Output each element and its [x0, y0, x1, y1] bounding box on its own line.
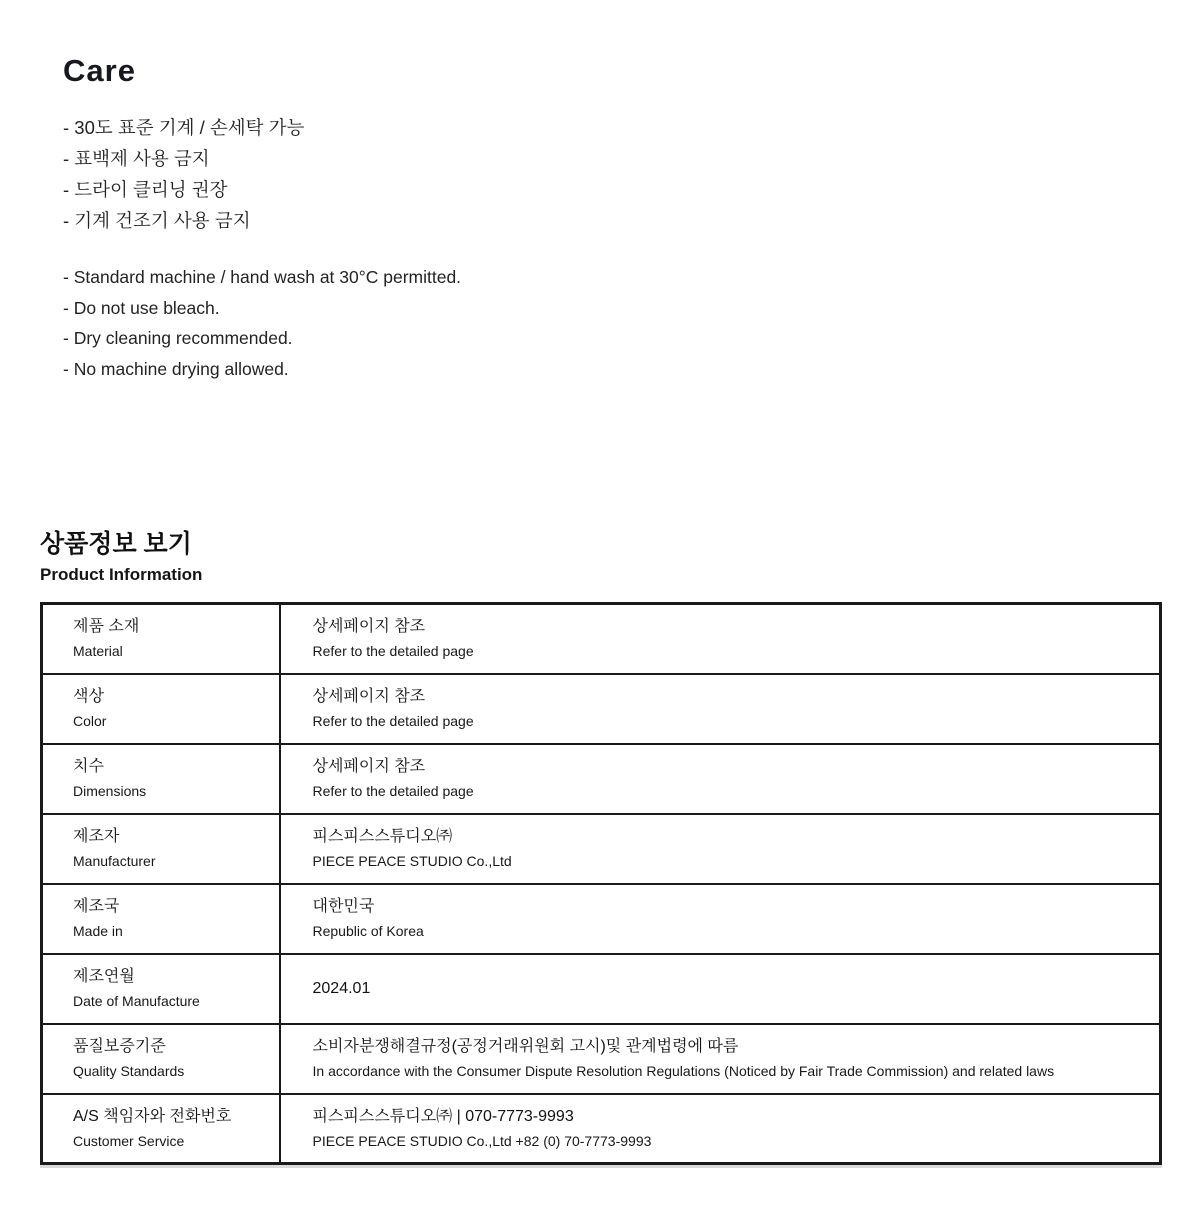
table-row-made-in	[42, 884, 1161, 954]
care-item-english: - Standard machine / hand wash at 30°C permitted.	[63, 267, 462, 287]
row-label-korean: A/S 책임자와 전화번호	[73, 1107, 232, 1125]
care-item-english: - Dry cleaning recommended.	[63, 328, 293, 348]
table-row-date-of-manufacture	[42, 954, 1161, 1024]
row-label-english: Material	[73, 643, 123, 660]
row-label-korean: 제조자	[73, 828, 120, 845]
product-info-title-korean: 상품정보 보기	[40, 530, 192, 558]
row-value-english: Refer to the detailed page	[312, 783, 474, 799]
product-info-table	[40, 602, 1162, 1165]
table-row-material	[42, 604, 1161, 674]
row-label-cell	[42, 954, 280, 1024]
row-value-english: Republic of Korea	[312, 923, 424, 939]
row-label-cell	[42, 744, 280, 814]
product-info-title-english: Product Information	[40, 565, 203, 584]
row-label-english: Color	[73, 713, 107, 729]
care-item-english: - No machine drying allowed.	[63, 358, 289, 379]
row-value-korean: 2024.01	[312, 979, 371, 997]
care-item-korean: - 드라이 클리닝 권장	[63, 179, 228, 200]
row-label-cell	[42, 674, 280, 744]
row-value-english: PIECE PEACE STUDIO Co.,Ltd	[312, 853, 512, 869]
row-value-cell	[280, 1094, 1161, 1164]
row-label-english: Quality Standards	[73, 1063, 185, 1079]
row-label-cell	[42, 1094, 280, 1164]
row-label-english: Date of Manufacture	[73, 993, 200, 1009]
row-value-english: Refer to the detailed page	[312, 643, 474, 660]
care-section	[0, 0, 1200, 384]
row-value-cell	[280, 604, 1161, 674]
table-row-color	[42, 674, 1161, 744]
row-label-cell	[42, 814, 280, 884]
row-label-korean: 제조연월	[73, 968, 135, 985]
table-row-customer-service	[42, 1094, 1161, 1164]
row-value-korean: 상세페이지 참조	[312, 618, 426, 636]
row-label-english: Manufacturer	[73, 853, 156, 869]
row-value-english: In accordance with the Consumer Dispute Resolution Regulations (Noticed by Fair Trade Commission) and related laws	[312, 1063, 1055, 1079]
row-label-korean: 제품 소재	[73, 618, 140, 636]
row-value-korean: 대한민국	[312, 898, 375, 915]
row-label-korean: 색상	[73, 688, 104, 705]
row-value-cell	[280, 1024, 1161, 1094]
care-item-korean: - 30도 표준 기계 / 손세탁 가능	[63, 117, 305, 138]
row-label-english: Customer Service	[73, 1132, 185, 1149]
row-label-english: Made in	[73, 923, 123, 939]
row-label-korean: 품질보증기준	[73, 1038, 166, 1055]
row-label-cell	[42, 1024, 280, 1094]
row-value-cell	[280, 954, 1161, 1024]
product-info-section	[0, 528, 1200, 1165]
table-row-manufacturer	[42, 814, 1161, 884]
care-title: Care	[63, 53, 136, 88]
care-item-korean: - 기계 건조기 사용 금지	[63, 210, 251, 231]
row-label-korean: 제조국	[73, 898, 120, 915]
row-value-english: Refer to the detailed page	[312, 713, 474, 729]
care-list-english	[63, 262, 1200, 384]
row-value-korean: 피스피스스튜디오㈜ | 070-7773-9993	[312, 1107, 574, 1125]
table-row-quality-standards	[42, 1024, 1161, 1094]
care-item-english: - Do not use bleach.	[63, 297, 220, 318]
row-value-english: PIECE PEACE STUDIO Co.,Ltd +82 (0) 70-7773-9993	[312, 1132, 652, 1149]
row-value-cell	[280, 744, 1161, 814]
row-value-korean: 상세페이지 참조	[312, 688, 426, 705]
table-row-dimensions	[42, 744, 1161, 814]
row-label-cell	[42, 884, 280, 954]
row-value-korean: 상세페이지 참조	[312, 758, 426, 775]
row-value-cell	[280, 674, 1161, 744]
care-list-korean	[63, 112, 1200, 236]
care-item-korean: - 표백제 사용 금지	[63, 148, 210, 169]
row-value-cell	[280, 884, 1161, 954]
row-label-english: Dimensions	[73, 783, 147, 799]
row-value-korean: 소비자분쟁해결규정(공정거래위원회 고시)및 관계법령에 따름	[312, 1038, 739, 1055]
row-label-cell	[42, 604, 280, 674]
row-value-korean: 피스피스스튜디오㈜	[312, 828, 453, 845]
row-label-korean: 치수	[73, 758, 104, 775]
row-value-cell	[280, 814, 1161, 884]
